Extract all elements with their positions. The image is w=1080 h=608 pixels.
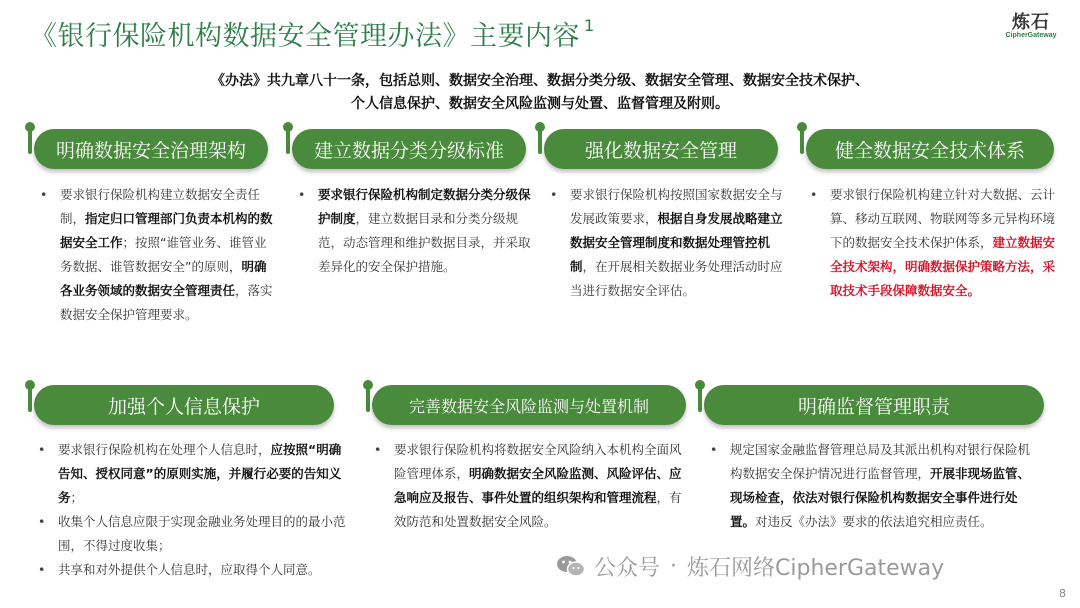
card-4-title: 健全数据安全技术体系 — [834, 139, 1025, 162]
card-1-body — [34, 183, 276, 327]
card-7-text-2: 开展非现场监管、现场检查，依法对银行保险机构数据安全事件进行处置。 — [730, 466, 1031, 529]
card-1-title: 明确数据安全治理架构 — [55, 139, 246, 162]
card-1-text-4: 明确各业务领域的数据安全管理责任 — [60, 259, 267, 298]
card-3-bullet-1 — [544, 183, 788, 303]
card-2-text-1: 要求银行保险机构制定数据分类分级保护制度 — [318, 187, 531, 226]
card-5-text-5: 共享和对外提供个人信息时，应取得个人同意。 — [58, 562, 321, 577]
card-3-title: 强化数据安全管理 — [584, 139, 737, 162]
wechat-icon — [556, 554, 586, 578]
card-5-text-2: 应按照“明确告知、授权同意”的原则实施，并履行必要的告知义务 — [58, 442, 342, 505]
card-2-stem — [286, 124, 290, 154]
card-3-text-3: ，在开展相关数据业务处理活动时应当进行数据安全评估。 — [570, 259, 783, 298]
card-7-text-3: 对违反《办法》要求的依法追究相应责任。 — [755, 514, 993, 529]
card-1-stem — [28, 124, 32, 154]
card-1-header — [34, 129, 268, 169]
card-7-header — [704, 385, 1044, 425]
card-1-text-3: ；按照“谁管业务、谁管业务数据、谁管数据安全”的原则， — [60, 235, 267, 274]
card-5-bullet-2 — [32, 510, 350, 558]
logo-cn: 炼石 — [1012, 12, 1050, 33]
card-7-text-1: 规定国家金融监督管理总局及其派出机构对银行保险机构数据安全保护情况进行监督管理， — [730, 442, 1031, 481]
page-title-superscript: 1 — [584, 16, 595, 35]
card-5-body — [32, 438, 350, 582]
card-2-bullet-1 — [292, 183, 532, 279]
card-5-bullet-3 — [32, 558, 350, 582]
card-4-body — [804, 183, 1056, 303]
card-3-text-2: 根据自身发展战略建立数据安全管理制度和数据处理管控机制 — [570, 211, 783, 274]
intro-paragraph — [0, 70, 1080, 116]
card-4-header — [806, 129, 1054, 169]
card-5-bullet-1 — [32, 438, 350, 510]
page-title — [30, 14, 595, 53]
card-6-title: 完善数据安全风险监测与处置机制 — [408, 396, 649, 416]
card-5-text-1: 要求银行保险机构在处理个人信息时， — [58, 442, 271, 457]
card-7-stem — [698, 382, 702, 412]
intro-line-2: 个人信息保护、数据安全风险监测与处置、监督管理及附则。 — [351, 96, 729, 112]
card-5-text-3: ； — [70, 490, 84, 505]
watermark-text-2: 炼石网络CipherGateway — [687, 555, 945, 581]
card-4-stem — [800, 124, 804, 154]
card-1-text-2: 指定归口管理部门负责本机构的数据安全工作 — [60, 211, 273, 250]
card-5-title: 加强个人信息保护 — [107, 395, 260, 418]
card-3-stem — [538, 124, 542, 154]
intro-line-1: 《办法》共九章八十一条，包括总则、数据安全治理、数据分类分级、数据安全管理、数据安全技术保护、 — [211, 73, 869, 89]
card-2-text-2: ，建立数据目录和分类分级规范，动态管理和维护数据目录，并采取差异化的安全保护措施。 — [318, 211, 531, 274]
card-5-text-4: 收集个人信息应限于实现金融业务处理目的的最小范围，不得过度收集； — [58, 514, 346, 553]
card-6-stem — [366, 382, 370, 412]
card-4-text-2: 建立数据安全技术架构，明确数据保护策略方法，采取技术手段保障数据安全。 — [830, 235, 1056, 298]
watermark-text-1: 公众号 — [594, 555, 661, 581]
card-6-bullet-1 — [368, 438, 686, 534]
card-2-body — [292, 183, 532, 279]
card-7-title: 明确监督管理职责 — [797, 395, 950, 418]
watermark-separator: · — [670, 553, 678, 579]
page-title-text: 《银行保险机构数据安全管理办法》主要内容 — [30, 21, 580, 52]
card-3-header — [544, 129, 778, 169]
card-2-header — [292, 129, 526, 169]
card-6-text-3: ，有效防范和处置数据安全风险。 — [394, 490, 682, 529]
card-1-text-5: ，落实数据安全保护管理要求。 — [60, 283, 273, 322]
card-4-bullet-1 — [804, 183, 1056, 303]
card-2-title: 建立数据分类分级标准 — [313, 139, 504, 162]
card-6-text-1: 要求银行保险机构将数据安全风险纳入本机构全面风险管理体系， — [394, 442, 682, 481]
page-number: 8 — [1059, 587, 1066, 600]
card-7-body — [704, 438, 1034, 534]
card-7-bullet-1 — [704, 438, 1034, 534]
card-1-text-1: 要求银行保险机构建立数据安全责任制， — [60, 187, 261, 226]
card-5-stem — [28, 382, 32, 412]
card-1-bullet-1 — [34, 183, 276, 327]
logo — [996, 8, 1066, 39]
card-6-header — [372, 385, 686, 425]
card-6-text-2: 明确数据安全风险监测、风险评估、应急响应及报告、事件处置的组织架构和管理流程 — [394, 466, 682, 505]
wechat-watermark — [556, 551, 944, 581]
card-3-text-1: 要求银行保险机构按照国家数据安全与发展政策要求， — [570, 187, 783, 226]
card-4-text-1: 要求银行保险机构建立针对大数据、云计算、移动互联网、物联网等多元异构环境下的数据安全技术保护体系， — [830, 187, 1056, 250]
card-5-header — [34, 385, 334, 425]
card-3-body — [544, 183, 788, 303]
card-6-body — [368, 438, 686, 534]
logo-en: CipherGateway — [1005, 32, 1057, 39]
